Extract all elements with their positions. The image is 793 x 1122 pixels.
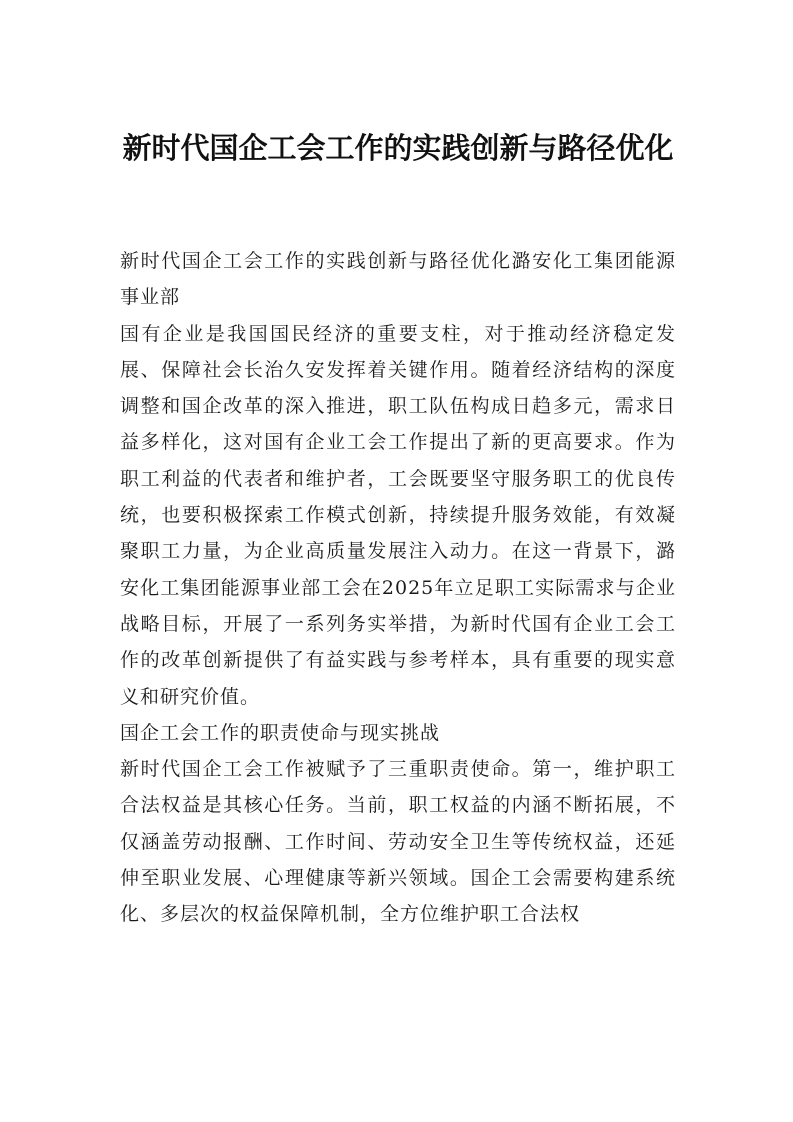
paragraph-intro: 国有企业是我国国民经济的重要支柱，对于推动经济稳定发展、保障社会长治久安发挥着关键作用。随着经济结构的深度调整和国企改革的深入推进，职工队伍构成日趋多元，需求日益多样化，这对国有企业工会工作提出了新的更高要求。作为职工利益的代表者和维护者，工会既要坚守服务职工的优良传统，也要积极探索工作模式创新，持续提升服务效能，有效凝聚职工力量，为企业高质量发展注入动力。在这一背景下，潞安化工集团能源事业部工会在2025年立足职工实际需求与企业战略目标，开展了一系列务实举措，为新时代国有企业工会工作的改革创新提供了有益实践与参考样本，具有重要的现实意义和研究价值。 <box>120 322 676 708</box>
author-line: 新时代国企工会工作的实践创新与路径优化潞安化工集团能源事业部 <box>120 250 676 309</box>
document-body <box>120 243 676 933</box>
paragraph-mission: 新时代国企工会工作被赋予了三重职责使命。第一，维护职工合法权益是其核心任务。当前，职工权益的内涵不断拓展，不仅涵盖劳动报酬、工作时间、劳动安全卫生等传统权益，还延伸至职业发展、心理健康等新兴领域。国企工会需要构建系统化、多层次的权益保障机制，全方位维护职工合法权 <box>120 758 676 926</box>
section-heading: 国企工会工作的职责使命与现实挑战 <box>120 721 441 744</box>
document-title: 新时代国企工会工作的实践创新与路径优化 <box>122 131 674 165</box>
